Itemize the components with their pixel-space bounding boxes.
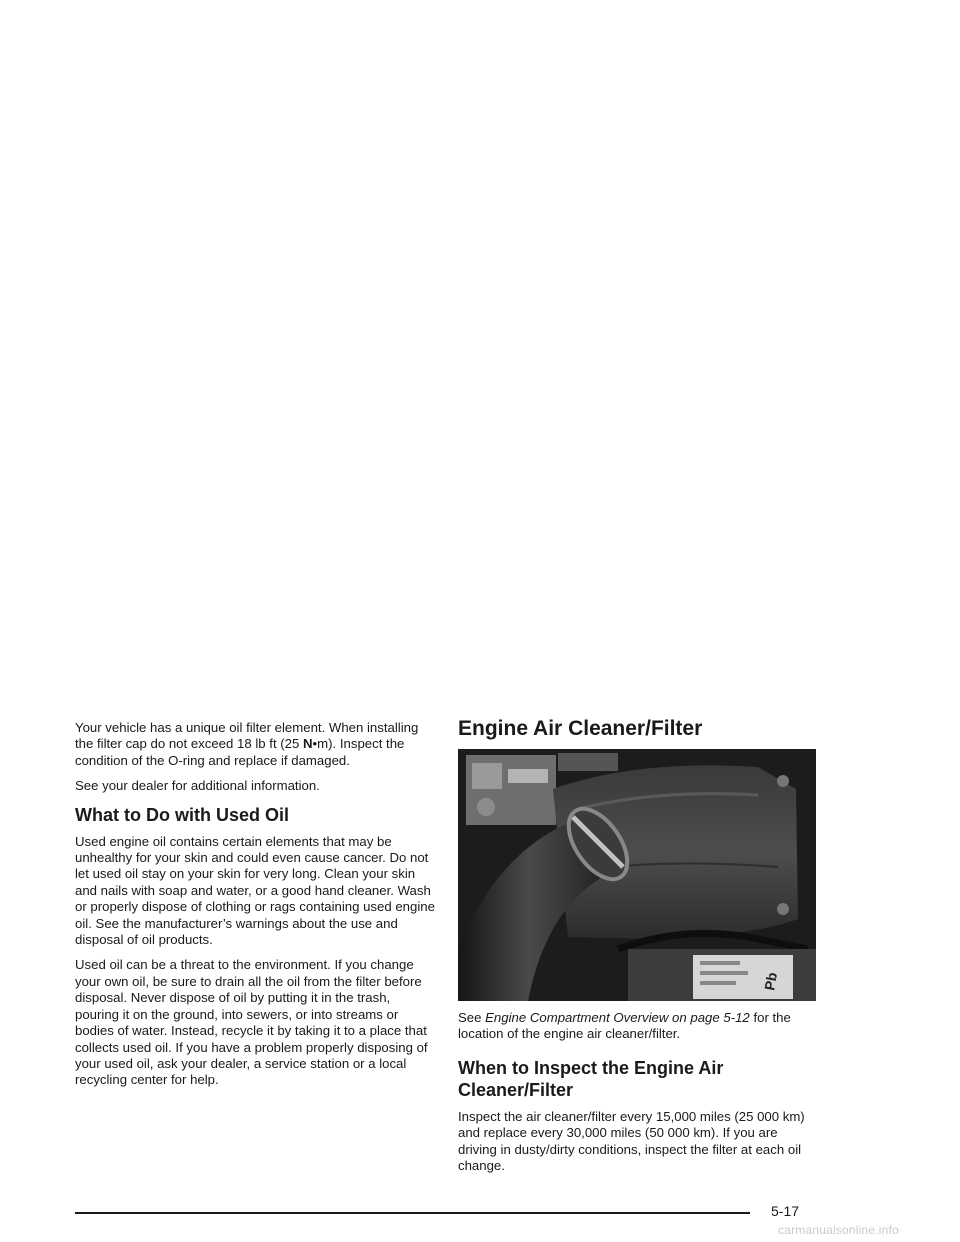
photo-pb-label: Pb (761, 971, 781, 992)
engine-air-cleaner-photo (458, 749, 816, 1001)
meter-symbol: •m (312, 736, 329, 752)
inspect-paragraph: Inspect the air cleaner/filter every 15,000 miles (25 000 km) and replace every 30,000 miles (50 000 km). If you are driving in dusty/dirty conditions, inspect the filter at each oil change. (458, 1108, 805, 1174)
engine-photo-illustration (458, 749, 816, 1001)
page-number: 5-17 (771, 1203, 800, 1219)
used-oil-health-paragraph: Used engine oil contains certain elements that may be unhealthy for your skin and could even cause cancer. Do not let used oil stay on your skin for very long. Clean your skin and nails with soap and water, or a good hand cleaner. Wash or properly dispose of clothing or rags containing used engine oil. See the manufacturer’s warnings about the use and disposal of oil products. (75, 833, 435, 948)
footer-rule (75, 1212, 750, 1214)
right-column (458, 717, 820, 1183)
left-column (75, 720, 437, 1098)
used-oil-heading: What to Do with Used Oil (75, 804, 289, 825)
newton-symbol: N (303, 736, 313, 752)
engine-compartment-reference[interactable]: Engine Compartment Overview on page 5-12 (485, 1010, 750, 1025)
intro-paragraph: Your vehicle has a unique oil filter element. When installing the filter cap do not exceed 18 lb ft (25 N•m). Inspect the condition of the O-ring and replace if damaged. (75, 720, 419, 768)
dealer-paragraph: See your dealer for additional information. (75, 778, 320, 794)
used-oil-environment-paragraph: Used oil can be a threat to the environment. If you change your own oil, be sure to drain all the oil from the filter before disposal. Never dispose of oil by putting it in the trash, pouring it on the ground, into sewers, or into streams or bodies of water. Instead, recycle it by taking it to a place that collects used oil. If you have a problem properly disposing of your used oil, ask your dealer, a service station or a local recycling center for help. (75, 957, 428, 1088)
air-cleaner-heading: Engine Air Cleaner/Filter (458, 717, 703, 740)
inspect-heading: When to Inspect the Engine Air Cleaner/Filter (458, 1057, 724, 1100)
location-paragraph: See Engine Compartment Overview on page 5-12 for the location of the engine air cleaner/filter. (458, 1010, 791, 1042)
watermark: carmanualsonline.info (778, 1223, 899, 1237)
